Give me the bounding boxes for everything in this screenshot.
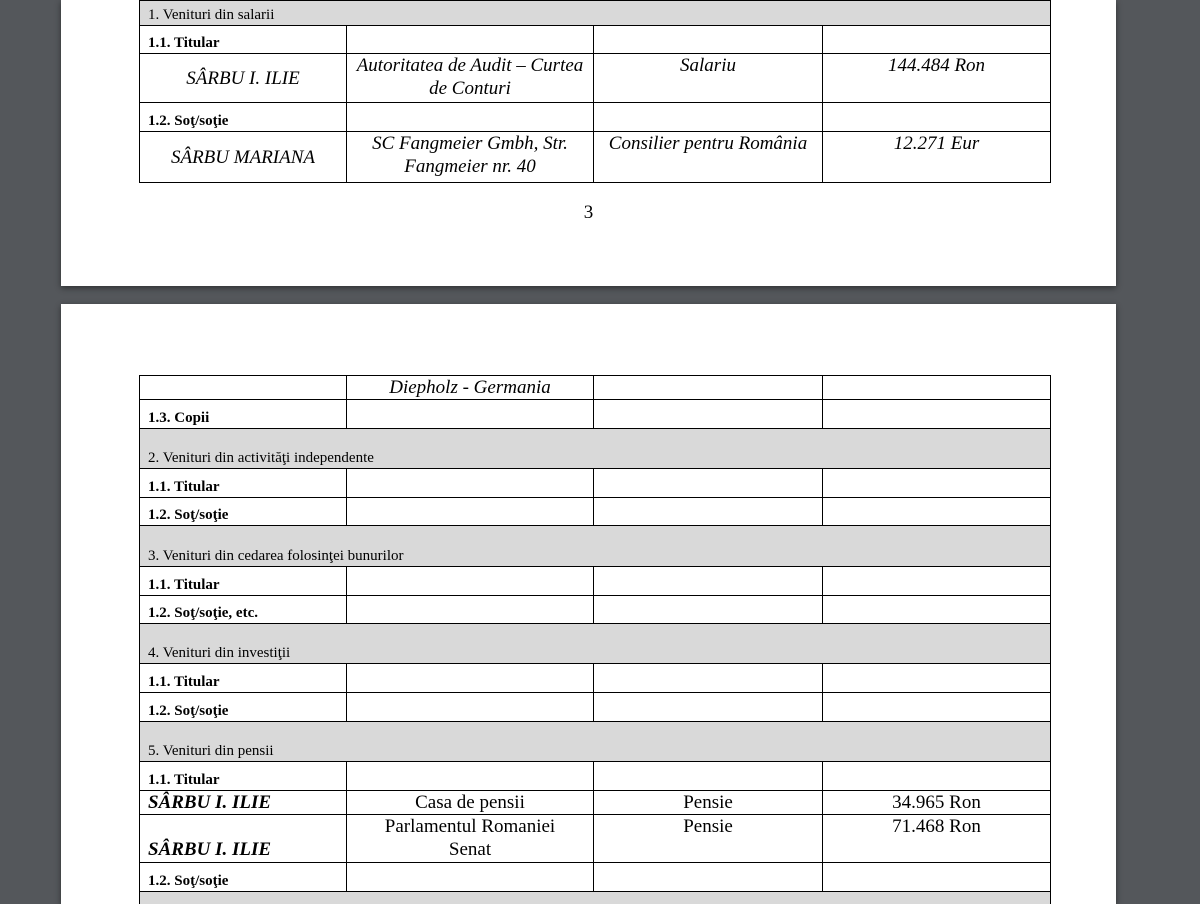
spouse-name: SÂRBU MARIANA: [140, 132, 347, 183]
pension-type: Pensie: [594, 815, 823, 863]
income-amount: 144.484 Ron: [823, 54, 1051, 103]
section-heading-pensions: 5. Venituri din pensii: [140, 722, 1051, 762]
pension-type: Pensie: [594, 791, 823, 815]
income-type: Salariu: [594, 54, 823, 103]
pension-amount: 71.468 Ron: [823, 815, 1051, 863]
row-label-spouse: 1.2. Soţ/soţie, etc.: [140, 596, 347, 624]
pension-holder-name: SÂRBU I. ILIE: [140, 791, 347, 815]
section-heading-salaries: 1. Venituri din salarii: [140, 1, 1051, 26]
income-source-continued: Diepholz - Germania: [347, 376, 594, 400]
section-heading-independent-activities: 2. Venituri din activităţi independente: [140, 429, 1051, 469]
pension-source-line2: Senat: [355, 838, 585, 861]
income-table-salaries: [139, 0, 1051, 183]
row-label-children: 1.3. Copii: [140, 400, 347, 429]
row-label-spouse: 1.2. Soţ/soţie: [140, 863, 347, 892]
row-label-spouse: 1.2. Soţ/soţie: [140, 498, 347, 526]
document-page-4: [61, 304, 1116, 904]
row-label-titular: 1.1. Titular: [140, 762, 347, 791]
section-heading-investments: 4. Venituri din investiţii: [140, 624, 1051, 664]
holder-name: SÂRBU I. ILIE: [140, 54, 347, 103]
row-label-titular: 1.1. Titular: [140, 469, 347, 498]
row-label-titular: 1.1. Titular: [140, 26, 347, 54]
page-number: 3: [61, 202, 1116, 224]
section-heading-property-use: 3. Venituri din cedarea folosinţei bunurilor: [140, 526, 1051, 567]
income-type: Consilier pentru România: [594, 132, 823, 183]
row-label-spouse: 1.2. Soţ/soţie: [140, 103, 347, 132]
pension-source: Casa de pensii: [347, 791, 594, 815]
income-table-continued: [139, 375, 1051, 904]
income-source: SC Fangmeier Gmbh, Str. Fangmeier nr. 40: [347, 132, 594, 183]
pension-source: [347, 815, 594, 863]
row-label-titular: 1.1. Titular: [140, 567, 347, 596]
document-page-3: [61, 0, 1116, 286]
income-amount: 12.271 Eur: [823, 132, 1051, 183]
section-heading-next: [140, 892, 1051, 904]
pension-amount: 34.965 Ron: [823, 791, 1051, 815]
pension-holder-name: SÂRBU I. ILIE: [140, 815, 347, 863]
row-label-titular: 1.1. Titular: [140, 664, 347, 693]
income-source: Autoritatea de Audit – Curtea de Conturi: [347, 54, 594, 103]
pension-source-line1: Parlamentul Romaniei: [355, 815, 585, 838]
row-label-spouse: 1.2. Soţ/soţie: [140, 693, 347, 722]
